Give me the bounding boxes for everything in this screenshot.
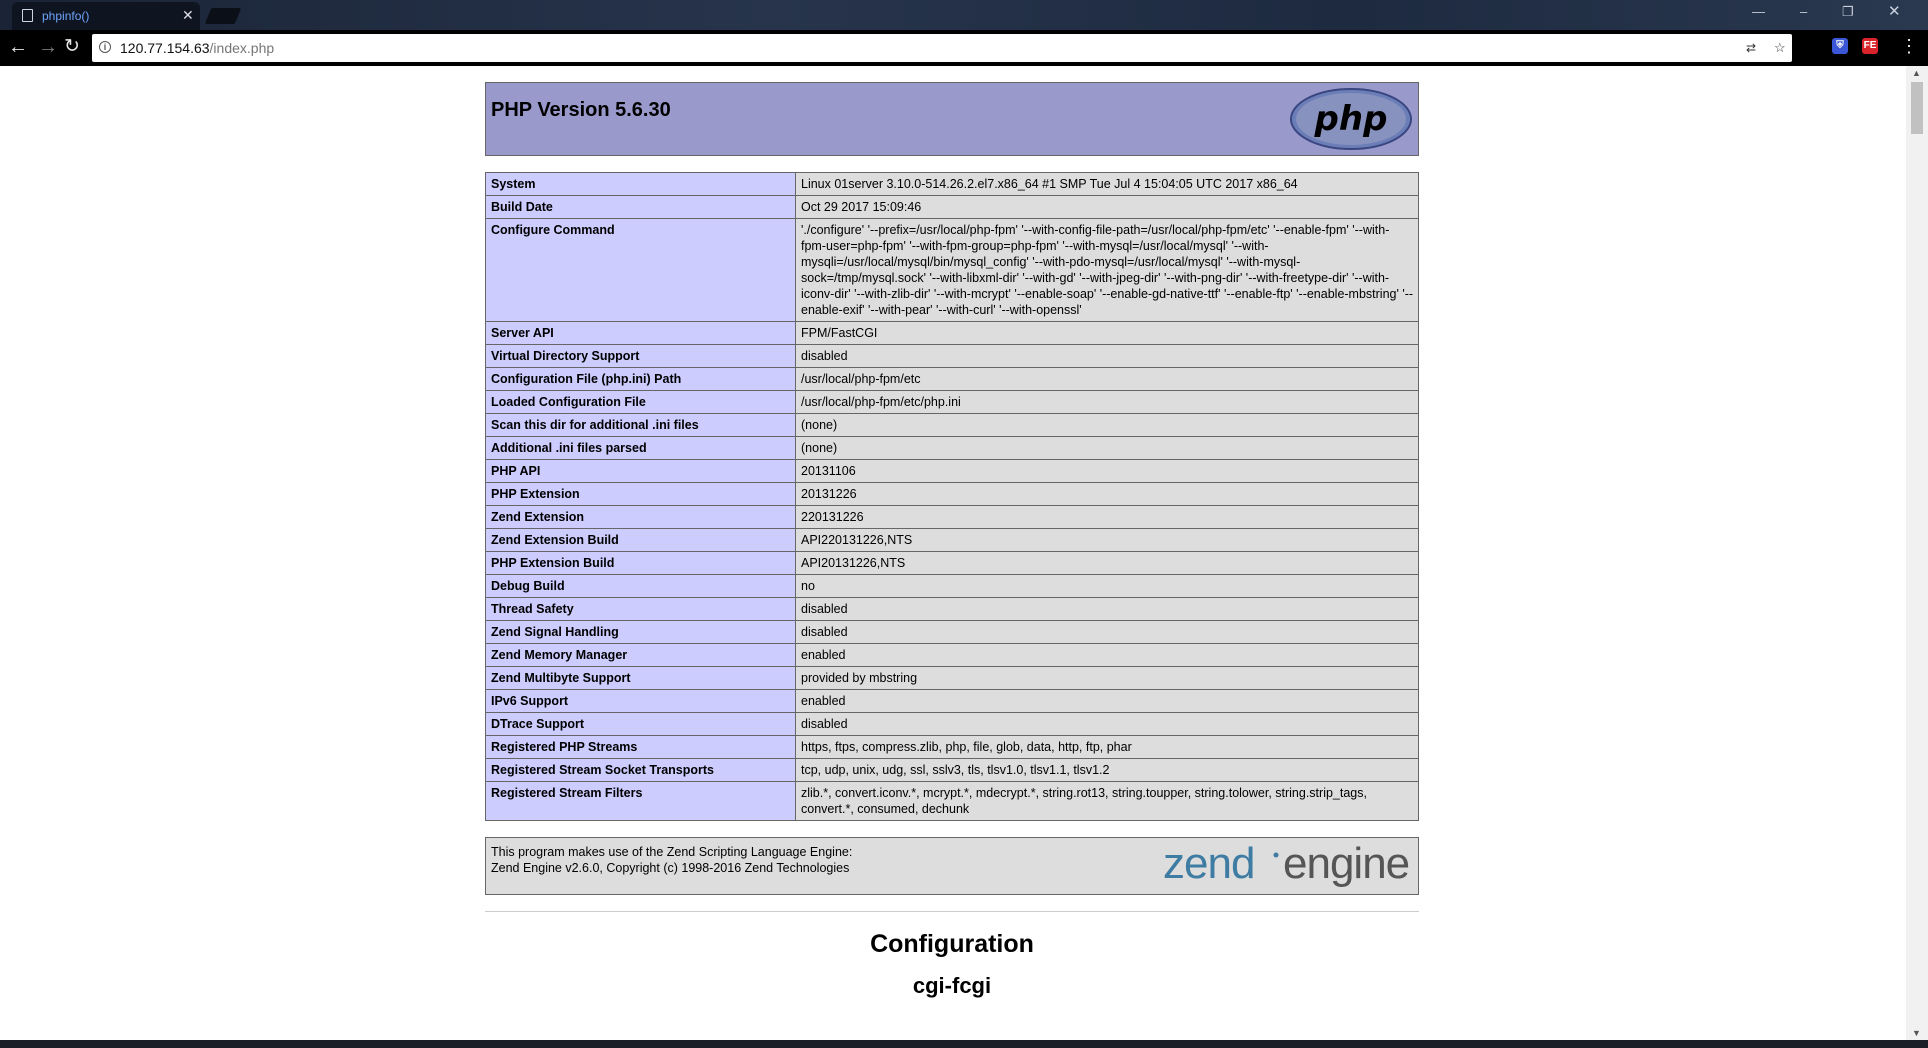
row-value: 220131226: [796, 506, 1419, 529]
phpinfo-container: [485, 82, 1419, 999]
row-key: Loaded Configuration File: [486, 391, 796, 414]
section-divider: [485, 911, 1419, 912]
row-key: Scan this dir for additional .ini files: [486, 414, 796, 437]
table-row: [486, 759, 1419, 782]
php-version-header: [485, 82, 1419, 156]
row-key: System: [486, 173, 796, 196]
os-taskbar: [0, 1040, 1928, 1048]
row-key: IPv6 Support: [486, 690, 796, 713]
scrollbar-thumb[interactable]: [1911, 82, 1923, 134]
php-logo-icon[interactable]: [1289, 88, 1413, 150]
table-row: [486, 196, 1419, 219]
row-key: Zend Extension Build: [486, 529, 796, 552]
table-row: [486, 437, 1419, 460]
row-key: DTrace Support: [486, 713, 796, 736]
row-key: Configuration File (php.ini) Path: [486, 368, 796, 391]
info-icon[interactable]: i: [99, 41, 111, 53]
table-row: [486, 575, 1419, 598]
table-row: [486, 667, 1419, 690]
translate-icon[interactable]: ⇄: [1746, 41, 1757, 55]
row-value: /usr/local/php-fpm/etc/php.ini: [796, 391, 1419, 414]
table-row: [486, 345, 1419, 368]
row-value: disabled: [796, 598, 1419, 621]
browser-tab[interactable]: [12, 2, 200, 30]
row-key: Zend Signal Handling: [486, 621, 796, 644]
row-key: Registered Stream Socket Transports: [486, 759, 796, 782]
table-row: [486, 713, 1419, 736]
tab-title: phpinfo(): [42, 9, 90, 23]
row-value: disabled: [796, 345, 1419, 368]
minimize-icon[interactable]: —: [1752, 4, 1765, 19]
table-row: [486, 690, 1419, 713]
scroll-down-icon[interactable]: ▼: [1912, 1028, 1921, 1038]
fe-extension-icon[interactable]: FE: [1862, 38, 1878, 54]
row-key: Build Date: [486, 196, 796, 219]
table-row: [486, 552, 1419, 575]
table-row: [486, 621, 1419, 644]
table-row: [486, 460, 1419, 483]
reload-icon[interactable]: ↻: [64, 36, 80, 57]
core-info-table: [485, 172, 1419, 821]
row-key: Zend Extension: [486, 506, 796, 529]
table-row: [486, 782, 1419, 821]
row-key: PHP Extension Build: [486, 552, 796, 575]
row-key: PHP Extension: [486, 483, 796, 506]
table-row: [486, 529, 1419, 552]
row-key: Zend Memory Manager: [486, 644, 796, 667]
page-scrollbar[interactable]: [1906, 66, 1928, 1040]
row-value: 20131226: [796, 483, 1419, 506]
zend-line-1: This program makes use of the Zend Scripting Language Engine:: [491, 845, 853, 859]
row-value: disabled: [796, 621, 1419, 644]
minimize-window-icon[interactable]: –: [1800, 4, 1808, 19]
row-key: Registered Stream Filters: [486, 782, 796, 821]
row-value: enabled: [796, 644, 1419, 667]
row-value: disabled: [796, 713, 1419, 736]
table-row: [486, 483, 1419, 506]
scroll-up-icon[interactable]: ▲: [1912, 68, 1921, 78]
address-bar[interactable]: [92, 34, 1792, 62]
table-row: [486, 391, 1419, 414]
row-value: Linux 01server 3.10.0-514.26.2.el7.x86_64 #1 SMP Tue Jul 4 15:04:05 UTC 2017 x86_64: [796, 173, 1419, 196]
browser-menu-icon[interactable]: ⋮: [1900, 36, 1918, 56]
zend-line-2: Zend Engine v2.6.0, Copyright (c) 1998-2016 Zend Technologies: [491, 861, 850, 875]
browser-toolbar: [0, 30, 1928, 66]
table-row: [486, 736, 1419, 759]
row-value: (none): [796, 437, 1419, 460]
row-value: https, ftps, compress.zlib, php, file, glob, data, http, ftp, phar: [796, 736, 1419, 759]
restore-window-icon[interactable]: ❐: [1842, 4, 1854, 19]
row-key: Registered PHP Streams: [486, 736, 796, 759]
close-window-icon[interactable]: ✕: [1888, 3, 1901, 20]
close-tab-icon[interactable]: ✕: [182, 7, 194, 23]
row-value: 20131106: [796, 460, 1419, 483]
row-value: (none): [796, 414, 1419, 437]
row-value: API20131226,NTS: [796, 552, 1419, 575]
back-icon[interactable]: ←: [8, 36, 28, 58]
php-logo-text: php: [1314, 99, 1388, 139]
new-tab-button[interactable]: [205, 8, 241, 24]
configuration-heading: Configuration: [870, 930, 1034, 958]
row-key: Server API: [486, 322, 796, 345]
url-text[interactable]: [120, 40, 274, 56]
row-value: API220131226,NTS: [796, 529, 1419, 552]
row-value: /usr/local/php-fpm/etc: [796, 368, 1419, 391]
zend-engine-notice: [491, 844, 852, 876]
row-value: './configure' '--prefix=/usr/local/php-fpm' '--with-config-file-path=/usr/local/php-fpm/etc' '--enable-fpm' '--with-fpm-user=php-fpm' '--with-fpm-group=php-fpm' '--with-mysql=/usr/local/mysql' '--with-mysqli=/usr/local/mysql/bin/mysql_config' '--with-pdo-mysql=/usr/local/mysql' '--with-mysql-sock=/tmp/mysql.sock' '--with-libxml-dir' '--with-gd' '--with-jpeg-dir' '--with-png-dir' '--with-freetype-dir' '--with-iconv-dir' '--with-zlib-dir' '--with-mcrypt' '--enable-soap' '--enable-gd-native-ttf' '--enable-ftp' '--enable-mbstring' '--enable-exif' '--with-pear' '--with-curl' '--with-openssl': [796, 219, 1419, 322]
row-key: Virtual Directory Support: [486, 345, 796, 368]
table-row: [486, 414, 1419, 437]
zend-engine-logo-icon[interactable]: [1163, 842, 1413, 892]
row-key: Additional .ini files parsed: [486, 437, 796, 460]
table-row: [486, 598, 1419, 621]
row-value: no: [796, 575, 1419, 598]
row-value: provided by mbstring: [796, 667, 1419, 690]
table-row: [486, 173, 1419, 196]
url-host: 120.77.154.63: [120, 40, 210, 56]
table-row: [486, 219, 1419, 322]
row-key: Thread Safety: [486, 598, 796, 621]
table-row: [486, 506, 1419, 529]
url-path: /index.php: [209, 40, 275, 56]
row-value: FPM/FastCGI: [796, 322, 1419, 345]
row-key: PHP API: [486, 460, 796, 483]
zend-logo-word2: engine: [1283, 842, 1410, 888]
shield-extension-icon[interactable]: ⛨: [1832, 38, 1848, 54]
row-key: Zend Multibyte Support: [486, 667, 796, 690]
browser-titlebar: [0, 0, 1928, 30]
row-key: Debug Build: [486, 575, 796, 598]
row-key: Configure Command: [486, 219, 796, 322]
row-value: zlib.*, convert.iconv.*, mcrypt.*, mdecrypt.*, string.rot13, string.toupper, string.tolower, string.strip_tags, convert.*, consumed, dechunk: [796, 782, 1419, 821]
forward-icon[interactable]: →: [38, 36, 58, 58]
zend-engine-box: [485, 837, 1419, 895]
table-row: [486, 322, 1419, 345]
page-viewport: [0, 66, 1906, 1040]
cgi-fcgi-heading: cgi-fcgi: [912, 973, 992, 998]
row-value: tcp, udp, unix, udg, ssl, sslv3, tls, tlsv1.0, tlsv1.1, tlsv1.2: [796, 759, 1419, 782]
table-row: [486, 644, 1419, 667]
bookmark-star-icon[interactable]: ☆: [1774, 40, 1786, 55]
zend-logo-word1: zend: [1163, 842, 1255, 888]
row-value: enabled: [796, 690, 1419, 713]
page-icon: [22, 9, 33, 22]
page-title: PHP Version 5.6.30: [491, 99, 671, 121]
row-value: Oct 29 2017 15:09:46: [796, 196, 1419, 219]
table-row: [486, 368, 1419, 391]
